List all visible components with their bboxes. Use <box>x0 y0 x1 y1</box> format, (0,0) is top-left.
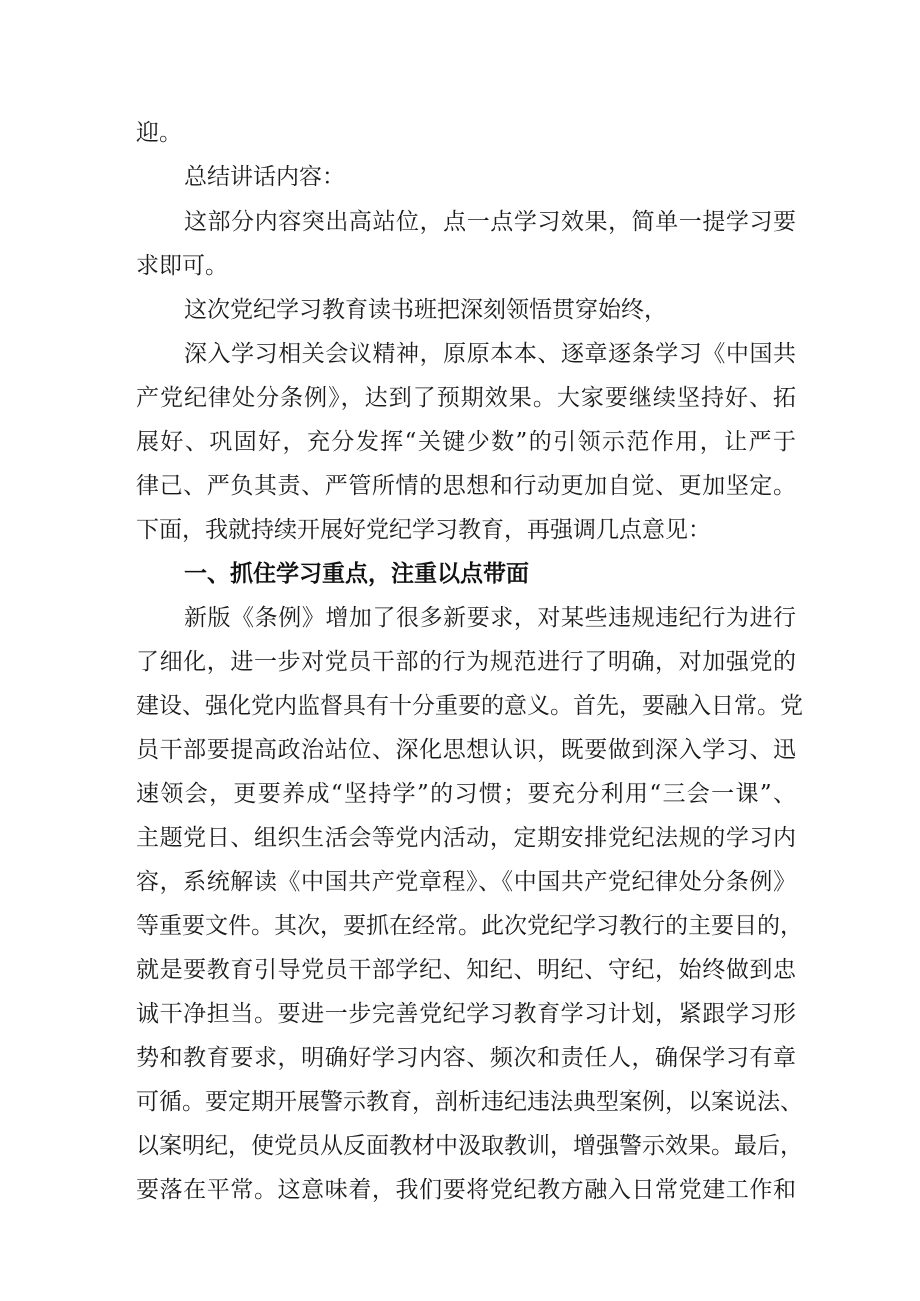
paragraph-line: 可循。要定期开展警示教育，剖析违纪违法典型案例，以案说法、 <box>136 1089 803 1115</box>
section-heading: 一、抓住学习重点，注重以点带面 <box>184 561 529 587</box>
paragraph-line: 势和教育要求，明确好学习内容、频次和责任人，确保学习有章 <box>136 1045 796 1071</box>
paragraph-line: 诚干净担当。要进一步完善党纪学习教育学习计划，紧跟学习形 <box>136 1001 796 1027</box>
paragraph-line: 展好、巩固好，充分发挥“关键少数”的引领示范作用，让严于 <box>136 429 796 455</box>
paragraph-line: 这次党纪学习教育读书班把深刻领悟贯穿始终， <box>184 297 667 323</box>
paragraph-line: 总结讲话内容： <box>184 164 345 190</box>
paragraph-line: 速领会，更要养成“坚持学”的习惯；要充分利用“三会一课”、 <box>136 781 796 807</box>
paragraph-line: 求即可。 <box>136 253 228 279</box>
paragraph-line: 主题党日、组织生活会等党内活动，定期安排党纪法规的学习内 <box>136 825 796 851</box>
paragraph-line: 深入学习相关会议精神，原原本本、逐章逐条学习《中国共 <box>184 341 796 367</box>
paragraph-line: 这部分内容突出高站位，点一点学习效果，简单一提学习要 <box>184 209 796 235</box>
paragraph-line: 新版《条例》增加了很多新要求，对某些违规违纪行为进行 <box>184 605 796 631</box>
paragraph-line: 要落在平常。这意味着，我们要将党纪教方融入日常党建工作和 <box>136 1177 796 1203</box>
paragraph-line: 员干部要提高政治站位、深化思想认识，既要做到深入学习、迅 <box>136 737 796 763</box>
paragraph-line: 就是要教育引导党员干部学纪、知纪、明纪、守纪，始终做到忠 <box>136 957 796 983</box>
paragraph-line: 以案明纪，使党员从反面教材中汲取教训，增强警示效果。最后， <box>136 1133 803 1159</box>
paragraph-line: 下面，我就持续开展好党纪学习教育，再强调几点意见： <box>136 517 711 543</box>
paragraph-line: 产党纪律处分条例》，达到了预期效果。大家要继续坚持好、拓 <box>136 385 796 411</box>
paragraph-line: 了细化，进一步对党员干部的行为规范进行了明确，对加强党的 <box>136 649 796 675</box>
paragraph-line: 容，系统解读《中国共产党章程》、《中国共产党纪律处分条例》 <box>136 869 796 895</box>
paragraph-line: 迎。 <box>136 120 182 146</box>
paragraph-line: 等重要文件。其次，要抓在经常。此次党纪学习教行的主要目的， <box>136 913 803 939</box>
paragraph-line: 建设、强化党内监督具有十分重要的意义。首先，要融入日常。党 <box>136 693 803 719</box>
paragraph-line: 律己、严负其责、严管所情的思想和行动更加自觉、更加坚定。 <box>136 473 796 499</box>
